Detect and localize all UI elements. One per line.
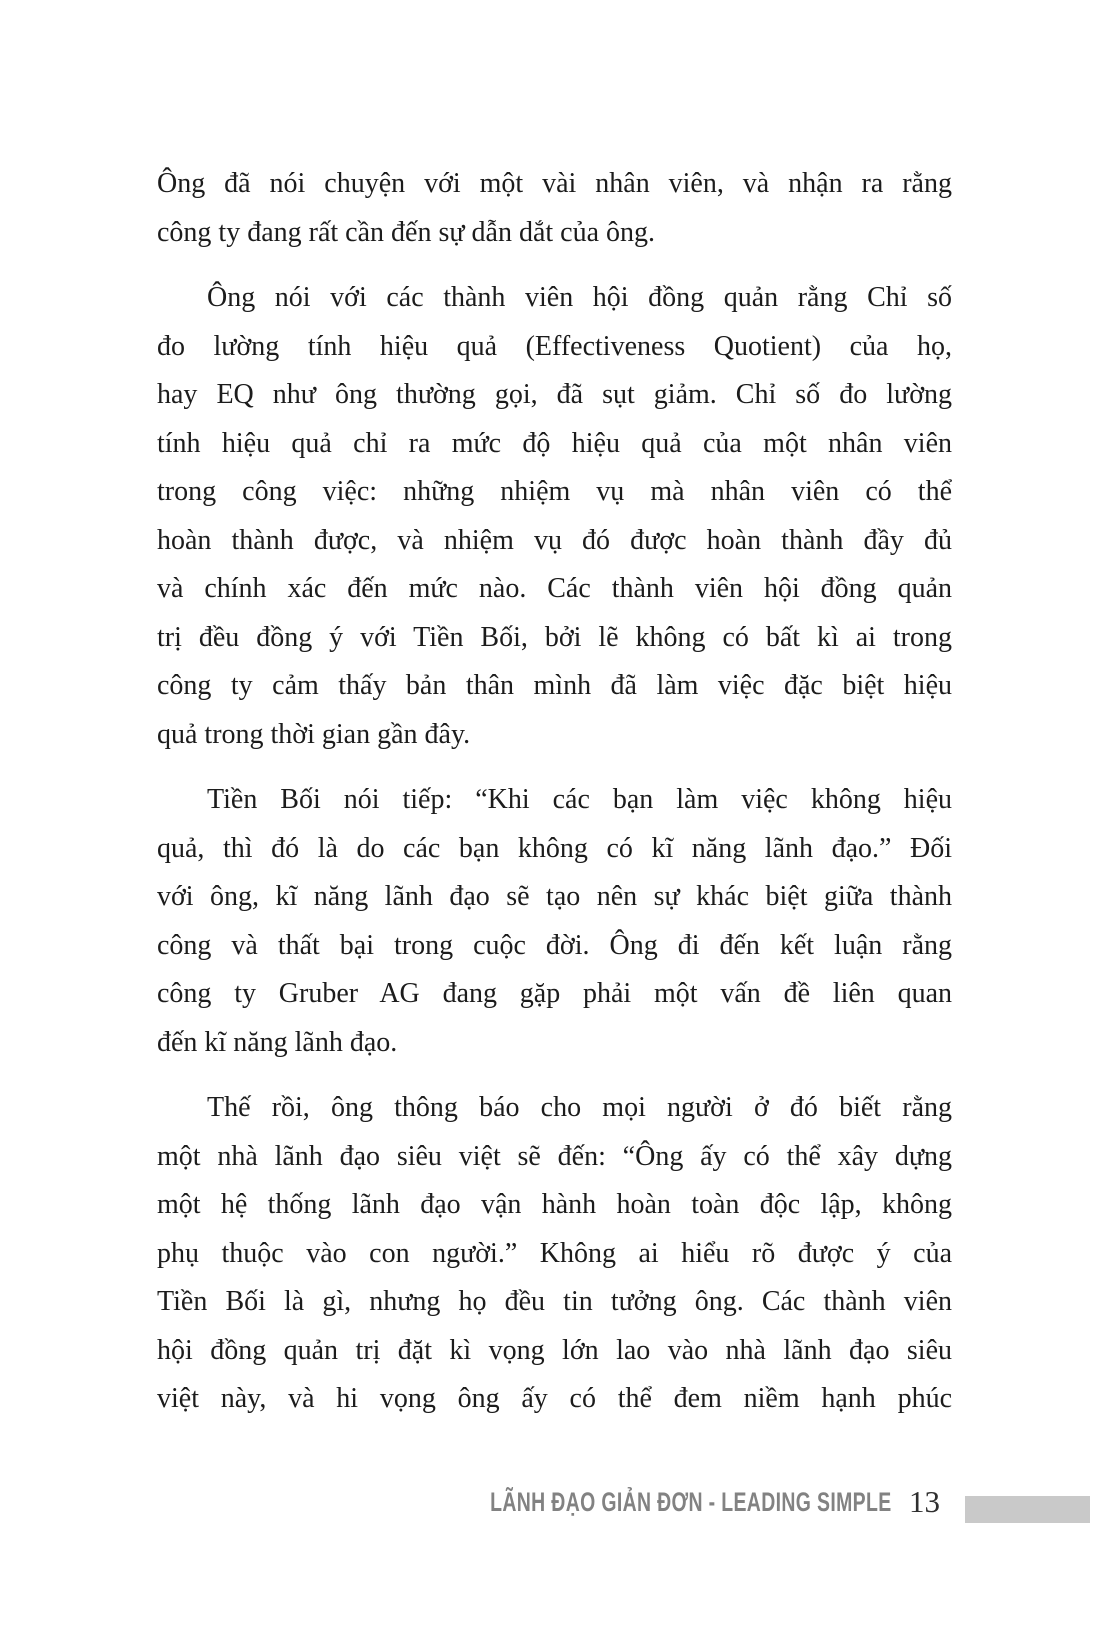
text-line: hoàn thành được, và nhiệm vụ đó được hoàn thành đầy đủ <box>157 524 952 556</box>
text-line: với ông, kĩ năng lãnh đạo sẽ tạo nên sự khác biệt giữa thành <box>157 881 952 912</box>
text-line: Tiền Bối nói tiếp: “Khi các bạn làm việc không hiệu <box>207 784 952 815</box>
text-line: và chính xác đến mức nào. Các thành viên hội đồng quản <box>157 573 952 604</box>
text-line: trong công việc: những nhiệm vụ mà nhân viên có thể <box>157 476 952 507</box>
text-line: một nhà lãnh đạo siêu việt sẽ đến: “Ông ấy có thể xây dựng <box>157 1140 952 1172</box>
text-line: đo lường tính hiệu quả (Effectiveness Quotient) của họ, <box>157 330 952 362</box>
text-line: phụ thuộc vào con người.” Không ai hiểu rõ được ý của <box>157 1237 952 1269</box>
text-line: việt này, và hi vọng ông ấy có thể đem niềm hạnh phúc <box>157 1383 952 1414</box>
text-line: hội đồng quản trị đặt kì vọng lớn lao vào nhà lãnh đạo siêu <box>157 1334 952 1366</box>
text-line: quả, thì đó là do các bạn không có kĩ năng lãnh đạo.” Đối <box>157 832 952 864</box>
paragraph <box>157 160 952 257</box>
paragraph <box>157 1084 952 1424</box>
text-line: một hệ thống lãnh đạo vận hành hoàn toàn độc lập, không <box>157 1189 952 1220</box>
text-line: hay EQ như ông thường gọi, đã sụt giảm. Chỉ số đo lường <box>157 379 952 410</box>
text-line: tính hiệu quả chỉ ra mức độ hiệu quả của một nhân viên <box>157 427 952 459</box>
text-line: công ty cảm thấy bản thân mình đã làm việc đặc biệt hiệu <box>157 670 952 701</box>
running-footer-book-title: LÃNH ĐẠO GIẢN ĐƠN - LEADING SIMPLE <box>490 1486 892 1517</box>
text-line: Thế rồi, ông thông báo cho mọi người ở đó biết rằng <box>207 1092 952 1123</box>
text-line: quả trong thời gian gần đây. <box>157 718 471 750</box>
text-line: trị đều đồng ý với Tiền Bối, bởi lẽ không có bất kì ai trong <box>157 621 952 653</box>
text-line: công ty Gruber AG đang gặp phải một vấn đề liên quan <box>157 978 952 1009</box>
page-number: 13 <box>909 1484 940 1519</box>
text-line: Ông đã nói chuyện với một vài nhân viên, và nhận ra rằng <box>157 168 952 199</box>
page-footer <box>334 1486 1090 1518</box>
paragraph <box>157 274 952 759</box>
text-line: Ông nói với các thành viên hội đồng quản rằng Chỉ số <box>207 282 952 313</box>
text-line: Tiền Bối là gì, nhưng họ đều tin tưởng ông. Các thành viên <box>157 1286 952 1317</box>
page-body <box>157 160 952 1441</box>
text-line: công và thất bại trong cuộc đời. Ông đi đến kết luận rằng <box>157 929 952 961</box>
footer-decoration-bar <box>965 1496 1090 1523</box>
text-line: đến kĩ năng lãnh đạo. <box>157 1026 398 1058</box>
paragraph <box>157 776 952 1067</box>
text-line: công ty đang rất cần đến sự dẫn dắt của ông. <box>157 216 656 248</box>
